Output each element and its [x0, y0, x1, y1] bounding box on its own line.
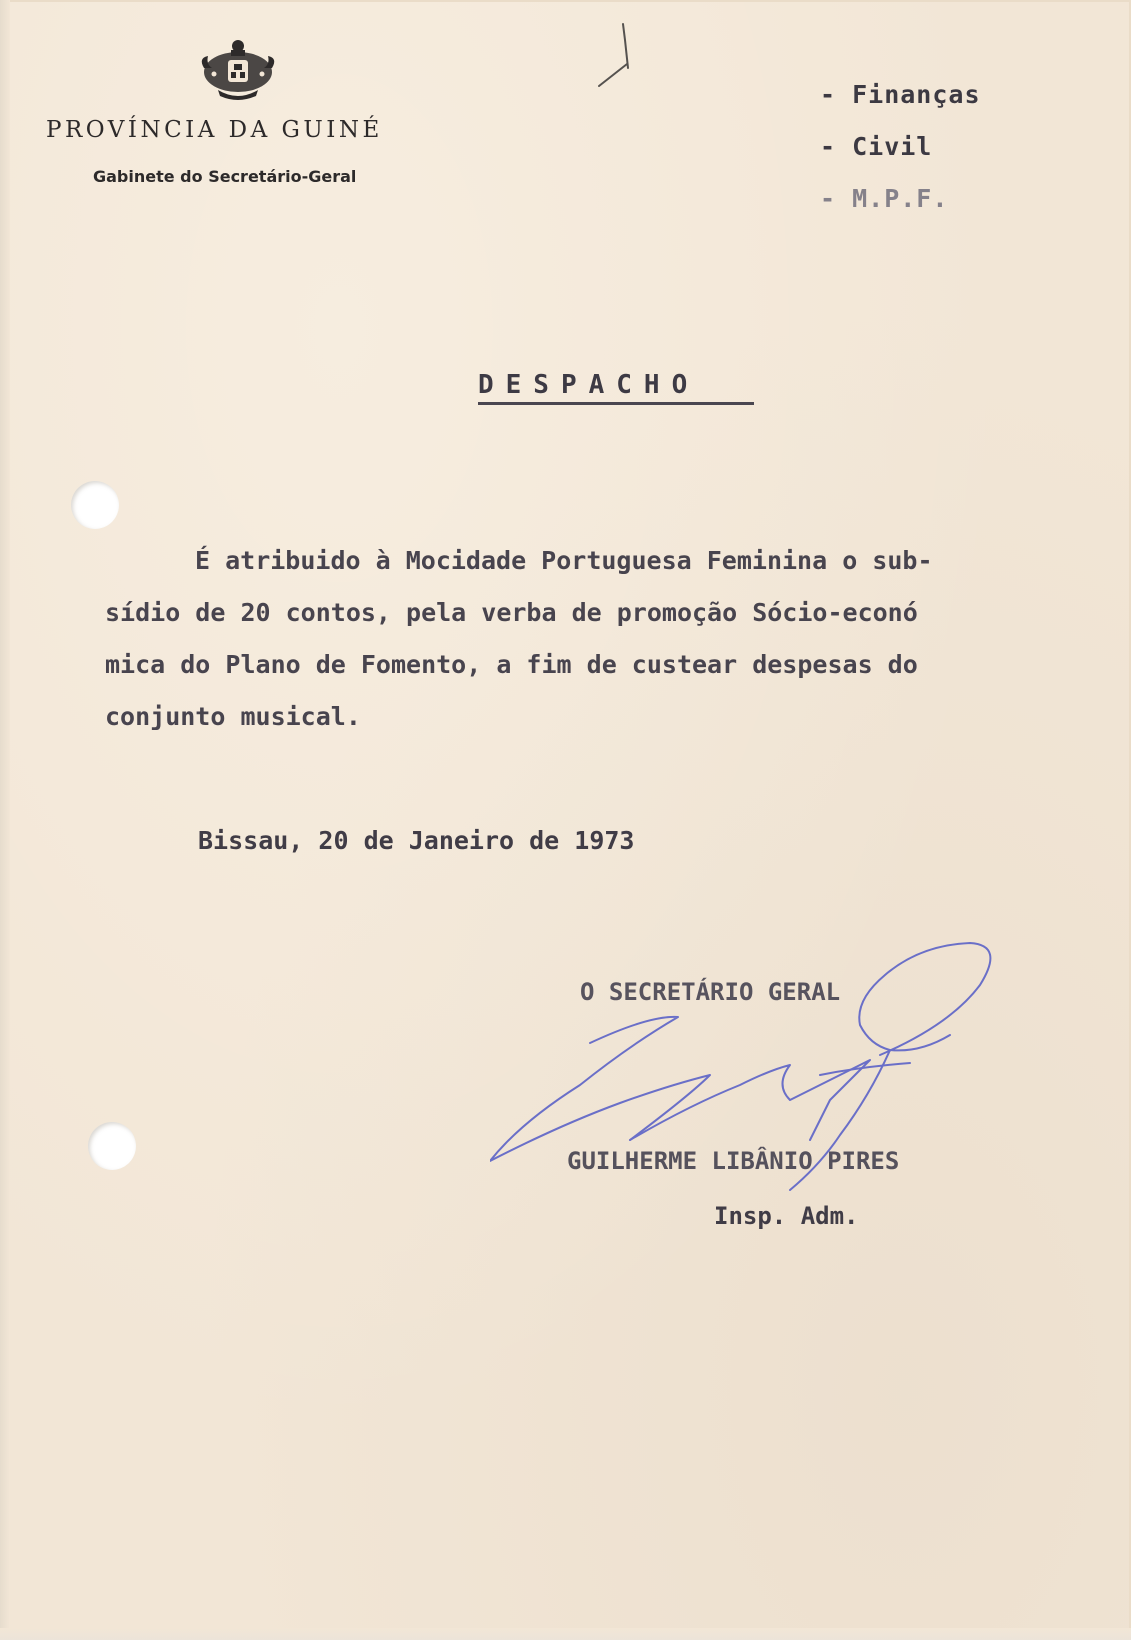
handwritten-page-number: [595, 20, 635, 90]
body-line: sídio de 20 contos, pela verba de promoção Sócio-econó: [105, 598, 918, 627]
distribution-item: - Finanças: [820, 80, 981, 109]
distribution-item: - M.P.F.: [820, 184, 949, 213]
body-line: mica do Plano de Fomento, a fim de custear despesas do: [105, 650, 918, 679]
distribution-item: - Civil: [820, 132, 933, 161]
punch-hole: [71, 481, 119, 529]
punch-hole: [88, 1122, 136, 1170]
signatory-role: Insp. Adm.: [714, 1202, 859, 1230]
province-heading: PROVÍNCIA DA GUINÉ: [46, 117, 383, 143]
paper-edge: [0, 0, 10, 1640]
document-title: DESPACHO: [478, 370, 700, 400]
body-line: conjunto musical.: [105, 702, 361, 731]
coat-of-arms-icon: [198, 38, 278, 102]
dateline: Bissau, 20 de Janeiro de 1973: [198, 826, 635, 855]
body-line: É atribuido à Mocidade Portuguesa Feminina o sub-: [195, 546, 933, 575]
signatory-title: O SECRETÁRIO GERAL: [580, 978, 841, 1006]
paper-edge-bottom: [0, 1628, 1131, 1640]
document-body: [105, 535, 1095, 743]
title-underline: [478, 402, 754, 405]
cabinet-subheading: Gabinete do Secretário-Geral: [93, 167, 357, 186]
signatory-name: GUILHERME LIBÂNIO PIRES: [567, 1147, 900, 1175]
